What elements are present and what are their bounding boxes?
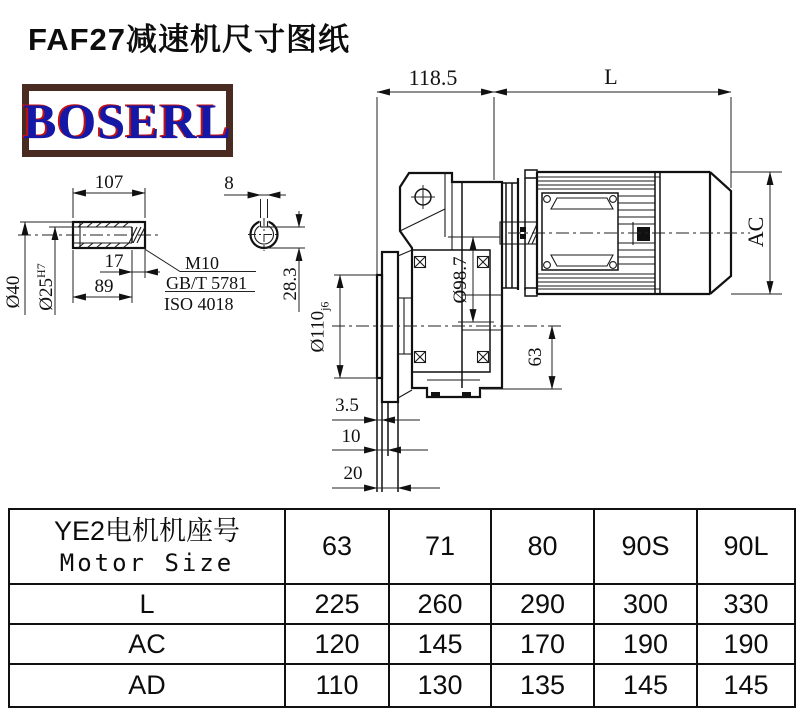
dim-axis-to-bottom: 63: [525, 347, 546, 367]
dim-thickness-1: 3.5: [335, 395, 359, 416]
cell-L-71: 260: [389, 584, 491, 624]
row-label-L: L: [9, 584, 285, 624]
header-col-80: 80: [491, 509, 594, 584]
cell-L-90l: 330: [697, 584, 795, 624]
dim-front-length: 118.5: [408, 65, 458, 90]
table-header-row: [9, 509, 795, 584]
dim-bore-length: 89: [94, 276, 114, 297]
header-col-63: 63: [285, 509, 389, 584]
note-standard-gb: GB/T 5781: [166, 273, 248, 293]
cell-AD-71: 130: [389, 664, 491, 707]
dim-key-width: 8: [224, 173, 234, 194]
row-label-AC: AC: [9, 624, 285, 664]
header-col-90l: 90L: [697, 509, 795, 584]
dim-key-depth: 28.3: [280, 267, 301, 301]
dim-shaft-length: 107: [94, 172, 124, 193]
table-row-AC: [9, 624, 795, 664]
header-motor-size-en: Motor Size: [59, 548, 235, 577]
cell-AC-63: 120: [285, 624, 389, 664]
row-label-AD: AD: [9, 664, 285, 707]
page-title: FAF27减速机尺寸图纸: [28, 22, 351, 57]
note-thread: M10: [185, 253, 220, 273]
table-row-AD: [9, 664, 795, 707]
cell-AC-80: 170: [491, 624, 594, 664]
dim-thread-depth: 17: [104, 251, 124, 272]
dim-motor-dia: AC: [743, 216, 768, 248]
dim-thickness-3: 20: [343, 463, 363, 484]
cell-AD-90s: 145: [594, 664, 697, 707]
motor: [508, 170, 750, 296]
header-motor-size: [9, 509, 285, 584]
dim-bore-dia: $Ø25^{H7}$: [33, 263, 58, 311]
dim-flange-pilot: $Ø110_{j6}$: [307, 301, 332, 353]
cell-L-90s: 300: [594, 584, 697, 624]
motor-size-table: [8, 508, 796, 708]
cell-AC-90l: 190: [697, 624, 795, 664]
table-row-L: [9, 584, 795, 624]
cell-AD-63: 110: [285, 664, 389, 707]
brand-logo-text: BOSERL: [23, 92, 232, 149]
gearmotor-side-view: [332, 92, 782, 492]
cell-AD-80: 135: [491, 664, 594, 707]
dim-thickness-2: 10: [341, 426, 361, 447]
cell-L-80: 290: [491, 584, 594, 624]
dim-motor-length: L: [604, 64, 618, 89]
header-motor-size-zh: YE2电机机座号: [53, 516, 241, 547]
dim-outer-dia: Ø40: [3, 275, 24, 309]
cell-AC-90s: 190: [594, 624, 697, 664]
cell-L-63: 225: [285, 584, 389, 624]
dim-pilot-dia: Ø98.7: [450, 256, 471, 304]
header-col-71: 71: [389, 509, 491, 584]
header-col-90s: 90S: [594, 509, 697, 584]
cell-AC-71: 145: [389, 624, 491, 664]
cell-AD-90l: 145: [697, 664, 795, 707]
note-standard-iso: ISO 4018: [164, 294, 234, 314]
output-flange: [377, 250, 412, 492]
